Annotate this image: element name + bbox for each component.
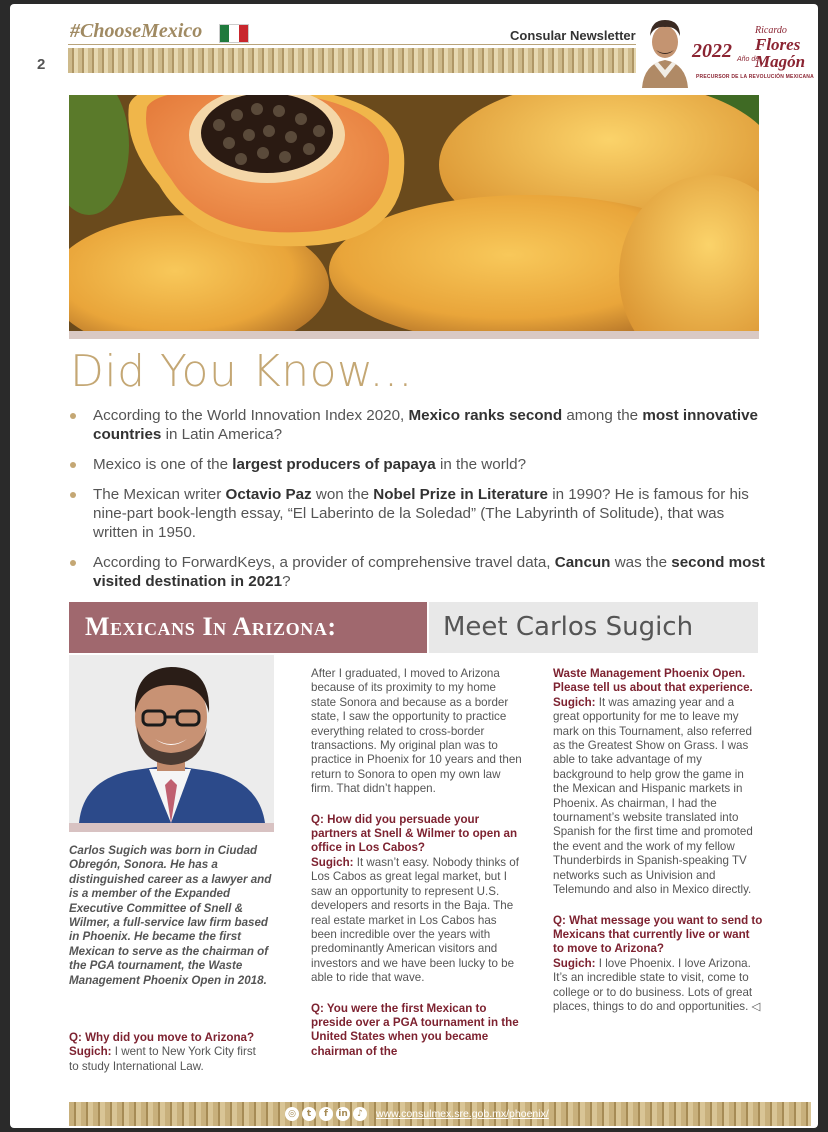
header-divider	[68, 44, 638, 45]
logo-name-second: Flores	[755, 35, 801, 54]
banner-right-label: Meet Carlos Sugich	[443, 612, 694, 642]
meet-carlos-banner	[429, 602, 758, 653]
footer-band	[69, 1102, 811, 1126]
did-you-know-item	[68, 406, 768, 444]
speaker-label: Sugich:	[553, 956, 596, 970]
newsletter-title: Consular Newsletter	[510, 28, 636, 43]
fact-highlight: largest producers of papaya	[232, 456, 436, 473]
fact-highlight: Mexico ranks second	[408, 407, 563, 424]
twitter-icon[interactable]: t	[302, 1107, 316, 1121]
column-3-interview	[553, 667, 763, 1014]
speaker-label: Sugich:	[553, 695, 596, 709]
footer-social-bar	[279, 1105, 555, 1123]
mexicans-in-arizona-banner	[69, 602, 427, 653]
fact-text: The Mexican writer	[93, 486, 226, 503]
column-2-interview	[311, 667, 524, 1059]
question-pga-end: Waste Management Phoenix Open. Please tell us about that experience.	[553, 667, 753, 695]
fact-highlight: most innovative countries	[93, 407, 758, 443]
fact-text: in 1990? He is famous for his nine-part book-length essay, “El Laberinto de la Soledad” (The Labyrinth of Solitude), that was written in 1950.	[93, 486, 749, 541]
fact-text: in the world?	[435, 456, 527, 473]
logo-name-third: Magón	[755, 52, 806, 71]
fact-text: According to the World Innovation Index 2020,	[93, 407, 409, 424]
logo-anio: Año de	[737, 56, 760, 63]
answer-why-arizona-cont: After I graduated, I moved to Arizona because of its proximity to my home state Sonora and because as a border state, I saw the opportunity to practice everything related to cross-border transactions. My original plan was to practice in Phoenix for 10 years and then return to Sonora to open my own law firm. That didn’t happen.	[311, 667, 522, 796]
consulate-website-link[interactable]: www.consulmex.sre.gob.mx/phoenix/	[376, 1108, 549, 1120]
column-1-interview	[69, 1031, 267, 1074]
instagram-icon[interactable]: ◎	[285, 1107, 299, 1121]
photo-caption-bar	[69, 823, 274, 832]
fact-text: Mexico is one of the	[93, 456, 233, 473]
choose-mexico-hashtag: #ChooseMexico	[70, 20, 203, 42]
question-why-arizona: Q: Why did you move to Arizona?	[69, 1031, 255, 1044]
header-ornament-band	[68, 48, 638, 73]
question-los-cabos: Q: How did you persuade your partners at Snell & Wilmer to open an office in Los Cabos?	[311, 812, 518, 855]
page-number: 2	[37, 56, 46, 73]
tiktok-icon[interactable]: ♪	[353, 1107, 367, 1121]
mexico-flag-icon	[219, 24, 249, 43]
logo-name-first: Ricardo	[755, 25, 787, 36]
fact-highlight: Nobel Prize in Literature	[373, 486, 548, 503]
photo-accent-bar	[69, 331, 759, 339]
answer-message	[553, 957, 760, 1013]
answer-text: I love Phoenix. I love Arizona. It’s an incredible state to visit, come to college or to do business. Lots of great places, things to do and opportunities. ◁	[553, 956, 761, 1013]
question-pga-start: Q: You were the first Mexican to preside over a PGA tournament in the United States when you became chairman of the	[311, 1001, 519, 1058]
carlos-bio: Carlos Sugich was born in Ciudad Obregón, Sonora. He has a distinguished career as a lawyer and is a member of the Expanded Executive Committee of Snell & Wilmer, a full-service law firm based in Phoenix. He became the first Mexican to serve as the chairman of the PGA tournament, the Waste Management Phoenix Open in 2018.	[69, 844, 272, 987]
fact-text: in Latin America?	[161, 426, 283, 443]
speaker-label: Sugich:	[311, 855, 354, 869]
fact-text: won the	[311, 486, 374, 503]
carlos-sugich-photo	[69, 655, 274, 823]
facebook-icon[interactable]: f	[319, 1107, 333, 1121]
fact-text: ?	[282, 573, 291, 590]
answer-text: It was amazing year and a great opportunity for me to leave my mark on this Tournament, also referred as the Greatest Show on Grass. I was able to take advantage of my background to help grow the game in the Mexican and Hispanic markets in Phoenix. As chairman, I had the tournament’s website translated into Spanish for the first time and promoted the event and the work of my fellow Thunderbirds in Spanish-speaking TV networks such as Univision and Telemundo and also in Mexico directly.	[553, 695, 753, 897]
question-message: Q: What message you want to send to Mexicans that currently live or want to move to Arizona?	[553, 913, 763, 956]
answer-los-cabos	[311, 856, 524, 986]
flores-magon-portrait	[636, 12, 694, 88]
logo-subtitle: PRECURSOR DE LA REVOLUCIÓN MEXICANA	[696, 74, 814, 80]
speaker-label: Sugich:	[69, 1045, 112, 1059]
answer-text: It wasn’t easy. Nobody thinks of Los Cabos as great legal market, but I saw an opportunity to represent U.S. developers and resorts in the Baja. The real estate market in Los Cabos has been incredible over the years with predominantly American visitors and investors and we have been lucky to be able to ride that wave.	[311, 855, 519, 985]
logo-year: 2022	[692, 40, 732, 62]
linkedin-icon[interactable]: in	[336, 1107, 350, 1121]
did-you-know-title: Did You Know...	[70, 346, 413, 397]
did-you-know-item	[68, 455, 768, 474]
fact-highlight: Cancun	[554, 554, 611, 571]
newsletter-page	[10, 4, 818, 1128]
fact-text: was the	[610, 554, 672, 571]
fact-highlight: second most visited destination in 2021	[93, 554, 765, 590]
logo-name	[755, 26, 805, 70]
papaya-photo	[69, 95, 759, 331]
did-you-know-item	[68, 485, 768, 542]
did-you-know-list	[68, 406, 768, 602]
banner-left-label: Mexicans In Arizona:	[85, 612, 337, 641]
answer-text: I went to New York City first to study International Law.	[69, 1045, 256, 1073]
answer-why-arizona-start	[69, 1045, 256, 1072]
fact-text: among the	[562, 407, 643, 424]
fact-highlight: Octavio Paz	[225, 486, 312, 503]
did-you-know-item	[68, 553, 768, 591]
fact-text: According to ForwardKeys, a provider of comprehensive travel data,	[93, 554, 555, 571]
answer-pga	[553, 696, 763, 898]
